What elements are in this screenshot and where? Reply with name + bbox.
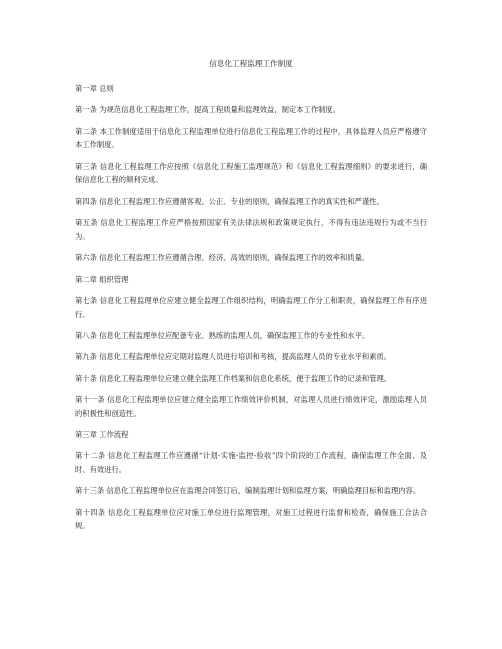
article-paragraph: 第十条 信息化工程监理单位应建立健全监理工作档案和信息化系统，便于监理工作的记录和管理。 bbox=[75, 373, 392, 383]
article-paragraph: 第五条 信息化工程监理工作应严格按照国家有关法律法规和政策规定执行，不得有违法违规行为或不当行为。 bbox=[75, 218, 427, 241]
article-paragraph: 第十三条 信息化工程监理单位应在监理合同签订后，编制监理计划和监理方案，明确监理目标和监理内容。 bbox=[75, 486, 421, 496]
chapter-heading: 第一章 总则 bbox=[75, 84, 114, 93]
article-paragraph: 第一条 为规范信息化工程监理工作，提高工程质量和监理效益，制定本工作制度。 bbox=[75, 105, 341, 115]
article-paragraph: 第十一条 信息化工程监理单位应建立健全监理工作绩效评价机制，对监理人员进行绩效评定，激励监理人员的积极性和创造性。 bbox=[75, 395, 427, 418]
chapter-heading: 第二章 组织管理 bbox=[75, 274, 129, 284]
article-paragraph: 第七条 信息化工程监理单位应建立健全监理工作组织结构，明确监理工作分工和职责，确保监理工作有序进行。 bbox=[75, 295, 427, 319]
article-paragraph: 第四条 信息化工程监理工作应遵循客观、公正、专业的原则，确保监理工作的真实性和严谨性。 bbox=[75, 196, 384, 206]
article-paragraph: 第八条 信息化工程监理单位应配备专业、熟练的监理人员，确保监理工作的专业性和水平。 bbox=[75, 330, 370, 340]
article-paragraph: 第三条 信息化工程监理工作应按照《信息化工程施工监理规范》和《信息化工程监理细则》的要求进行，确保信息化工程的顺利完成。 bbox=[75, 161, 427, 185]
article-paragraph: 第二条 本工作制度适用于信息化工程监理单位进行信息化工程监理工作的过程中，具体监理人员应严格遵守本工作制度。 bbox=[75, 126, 427, 150]
article-paragraph: 第九条 信息化工程监理单位应定期对监理人员进行培训和考核，提高监理人员的专业水平和素质。 bbox=[75, 352, 392, 362]
document-body bbox=[75, 82, 427, 541]
article-paragraph: 第十二条 信息化工程监理工作应遵循“计划-实施-监控-验收”四个阶段的工作流程，确保监理工作全面、及时、有效进行。 bbox=[75, 451, 427, 475]
article-paragraph: 第十四条 信息化工程监理单位应对施工单位进行监理管理，对施工过程进行监督和检查，确保施工合法合规。 bbox=[75, 507, 427, 531]
document-title: 信息化工程监理工作制度 bbox=[209, 59, 293, 68]
chapter-heading: 第三章 工作流程 bbox=[75, 430, 129, 440]
article-paragraph: 第六条 信息化工程监理工作应遵循合理、经济、高效的原则，确保监理工作的效率和质量。 bbox=[75, 253, 370, 263]
